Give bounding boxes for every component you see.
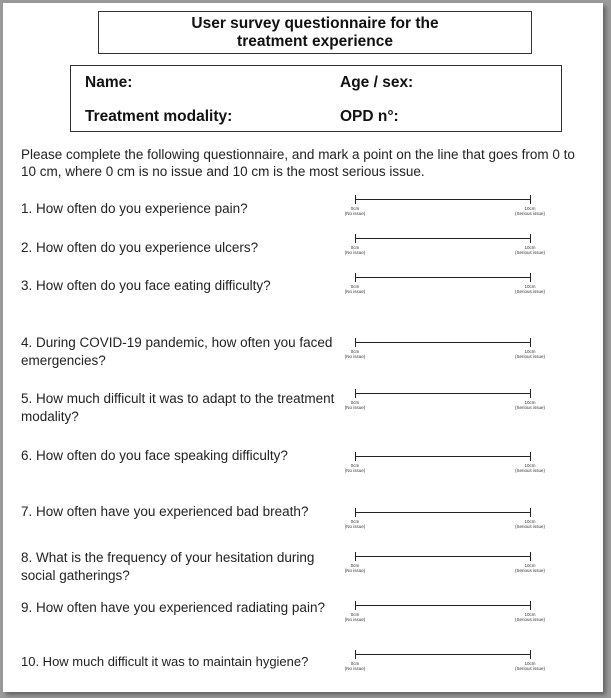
rating-scale-9[interactable]: [343, 601, 548, 627]
questionnaire-page: [3, 3, 603, 692]
scale-line[interactable]: [355, 556, 530, 557]
scale-min-label: 0cm (No issue): [344, 612, 366, 622]
scale-tick-min: [355, 508, 356, 517]
question-1: 1. How often do you experience pain?: [21, 201, 248, 216]
scale-max-label: 10cm (Serious issue): [514, 206, 545, 216]
question-9: 9. How often have you experienced radiating pain?: [21, 600, 325, 615]
scale-max-label: 10cm (Serious issue): [514, 661, 545, 671]
question-5: 5. How much difficult it was to adapt to the treatment modality?: [21, 391, 335, 424]
scale-min-label: 0cm (No issue): [344, 349, 366, 359]
scale-tick-max: [530, 273, 531, 282]
patient-info-box: [70, 65, 562, 132]
scale-max-label: 10cm (Serious issue): [514, 284, 545, 294]
scale-max-label: 10cm (Serious issue): [514, 245, 545, 255]
title-box: [98, 11, 532, 54]
scale-min-label: 0cm (No issue): [344, 661, 366, 671]
scale-tick-min: [355, 338, 356, 347]
scale-min-label: 0cm (No issue): [344, 519, 366, 529]
scale-tick-max: [530, 601, 531, 610]
scale-min-label: 0cm (No issue): [344, 206, 366, 216]
scale-min-label: 0cm (No issue): [344, 463, 366, 473]
scale-min-label: 0cm (No issue): [344, 284, 366, 294]
question-8: 8. What is the frequency of your hesitation during social gatherings?: [21, 550, 315, 583]
scale-line[interactable]: [355, 238, 530, 239]
scale-line[interactable]: [355, 512, 530, 513]
question-4: 4. During COVID-19 pandemic, how often you faced emergencies?: [21, 335, 333, 368]
scale-max-label: 10cm (Serious issue): [514, 463, 545, 473]
title-line-2: treatment experience: [237, 33, 393, 50]
scale-min-label: 0cm (No issue): [344, 563, 366, 573]
question-6: 6. How often do you face speaking difficulty?: [21, 448, 288, 463]
opd-number-label: OPD n°:: [340, 108, 399, 125]
question-3: 3. How often do you face eating difficulty?: [21, 278, 271, 293]
rating-scale-1[interactable]: [343, 195, 548, 221]
scale-line[interactable]: [355, 342, 530, 343]
scale-tick-max: [530, 234, 531, 243]
scale-line[interactable]: [355, 393, 530, 394]
scale-line[interactable]: [355, 605, 530, 606]
question-7: 7. How often have you experienced bad breath?: [21, 504, 309, 519]
rating-scale-3[interactable]: [343, 273, 548, 299]
scale-min-label: 0cm (No issue): [344, 245, 366, 255]
scale-tick-max: [530, 338, 531, 347]
scale-tick-min: [355, 452, 356, 461]
scale-tick-min: [355, 389, 356, 398]
scale-tick-min: [355, 552, 356, 561]
scale-tick-min: [355, 650, 356, 659]
scale-max-label: 10cm (Serious issue): [514, 612, 545, 622]
age-sex-label: Age / sex:: [340, 74, 414, 91]
instructions-text: Please complete the following questionnaire, and mark a point on the line that goes from 0 to 10 cm, where 0 cm is no issue and 10 cm is the most serious issue.: [21, 147, 575, 179]
scale-tick-min: [355, 273, 356, 282]
treatment-modality-label: Treatment modality:: [85, 108, 233, 125]
scale-tick-max: [530, 195, 531, 204]
rating-scale-8[interactable]: [343, 552, 548, 578]
scale-max-label: 10cm (Serious issue): [514, 519, 545, 529]
rating-scale-6[interactable]: [343, 452, 548, 478]
scale-line[interactable]: [355, 654, 530, 655]
name-label: Name:: [85, 74, 133, 91]
scale-tick-max: [530, 552, 531, 561]
rating-scale-7[interactable]: [343, 508, 548, 534]
scale-tick-max: [530, 452, 531, 461]
scale-line[interactable]: [355, 199, 530, 200]
scale-max-label: 10cm (Serious issue): [514, 563, 545, 573]
scale-tick-min: [355, 234, 356, 243]
rating-scale-5[interactable]: [343, 389, 548, 415]
rating-scale-10[interactable]: [343, 650, 548, 676]
scale-tick-max: [530, 508, 531, 517]
question-10: 10. How much difficult it was to maintain hygiene?: [21, 654, 309, 669]
scale-max-label: 10cm (Serious issue): [514, 400, 545, 410]
rating-scale-4[interactable]: [343, 338, 548, 364]
scale-tick-max: [530, 389, 531, 398]
scale-tick-max: [530, 650, 531, 659]
scale-line[interactable]: [355, 277, 530, 278]
scale-tick-min: [355, 601, 356, 610]
scale-max-label: 10cm (Serious issue): [514, 349, 545, 359]
scale-line[interactable]: [355, 456, 530, 457]
question-2: 2. How often do you experience ulcers?: [21, 240, 259, 255]
scale-tick-min: [355, 195, 356, 204]
scale-min-label: 0cm (No issue): [344, 400, 366, 410]
title-line-1: User survey questionnaire for the: [191, 15, 439, 32]
rating-scale-2[interactable]: [343, 234, 548, 260]
